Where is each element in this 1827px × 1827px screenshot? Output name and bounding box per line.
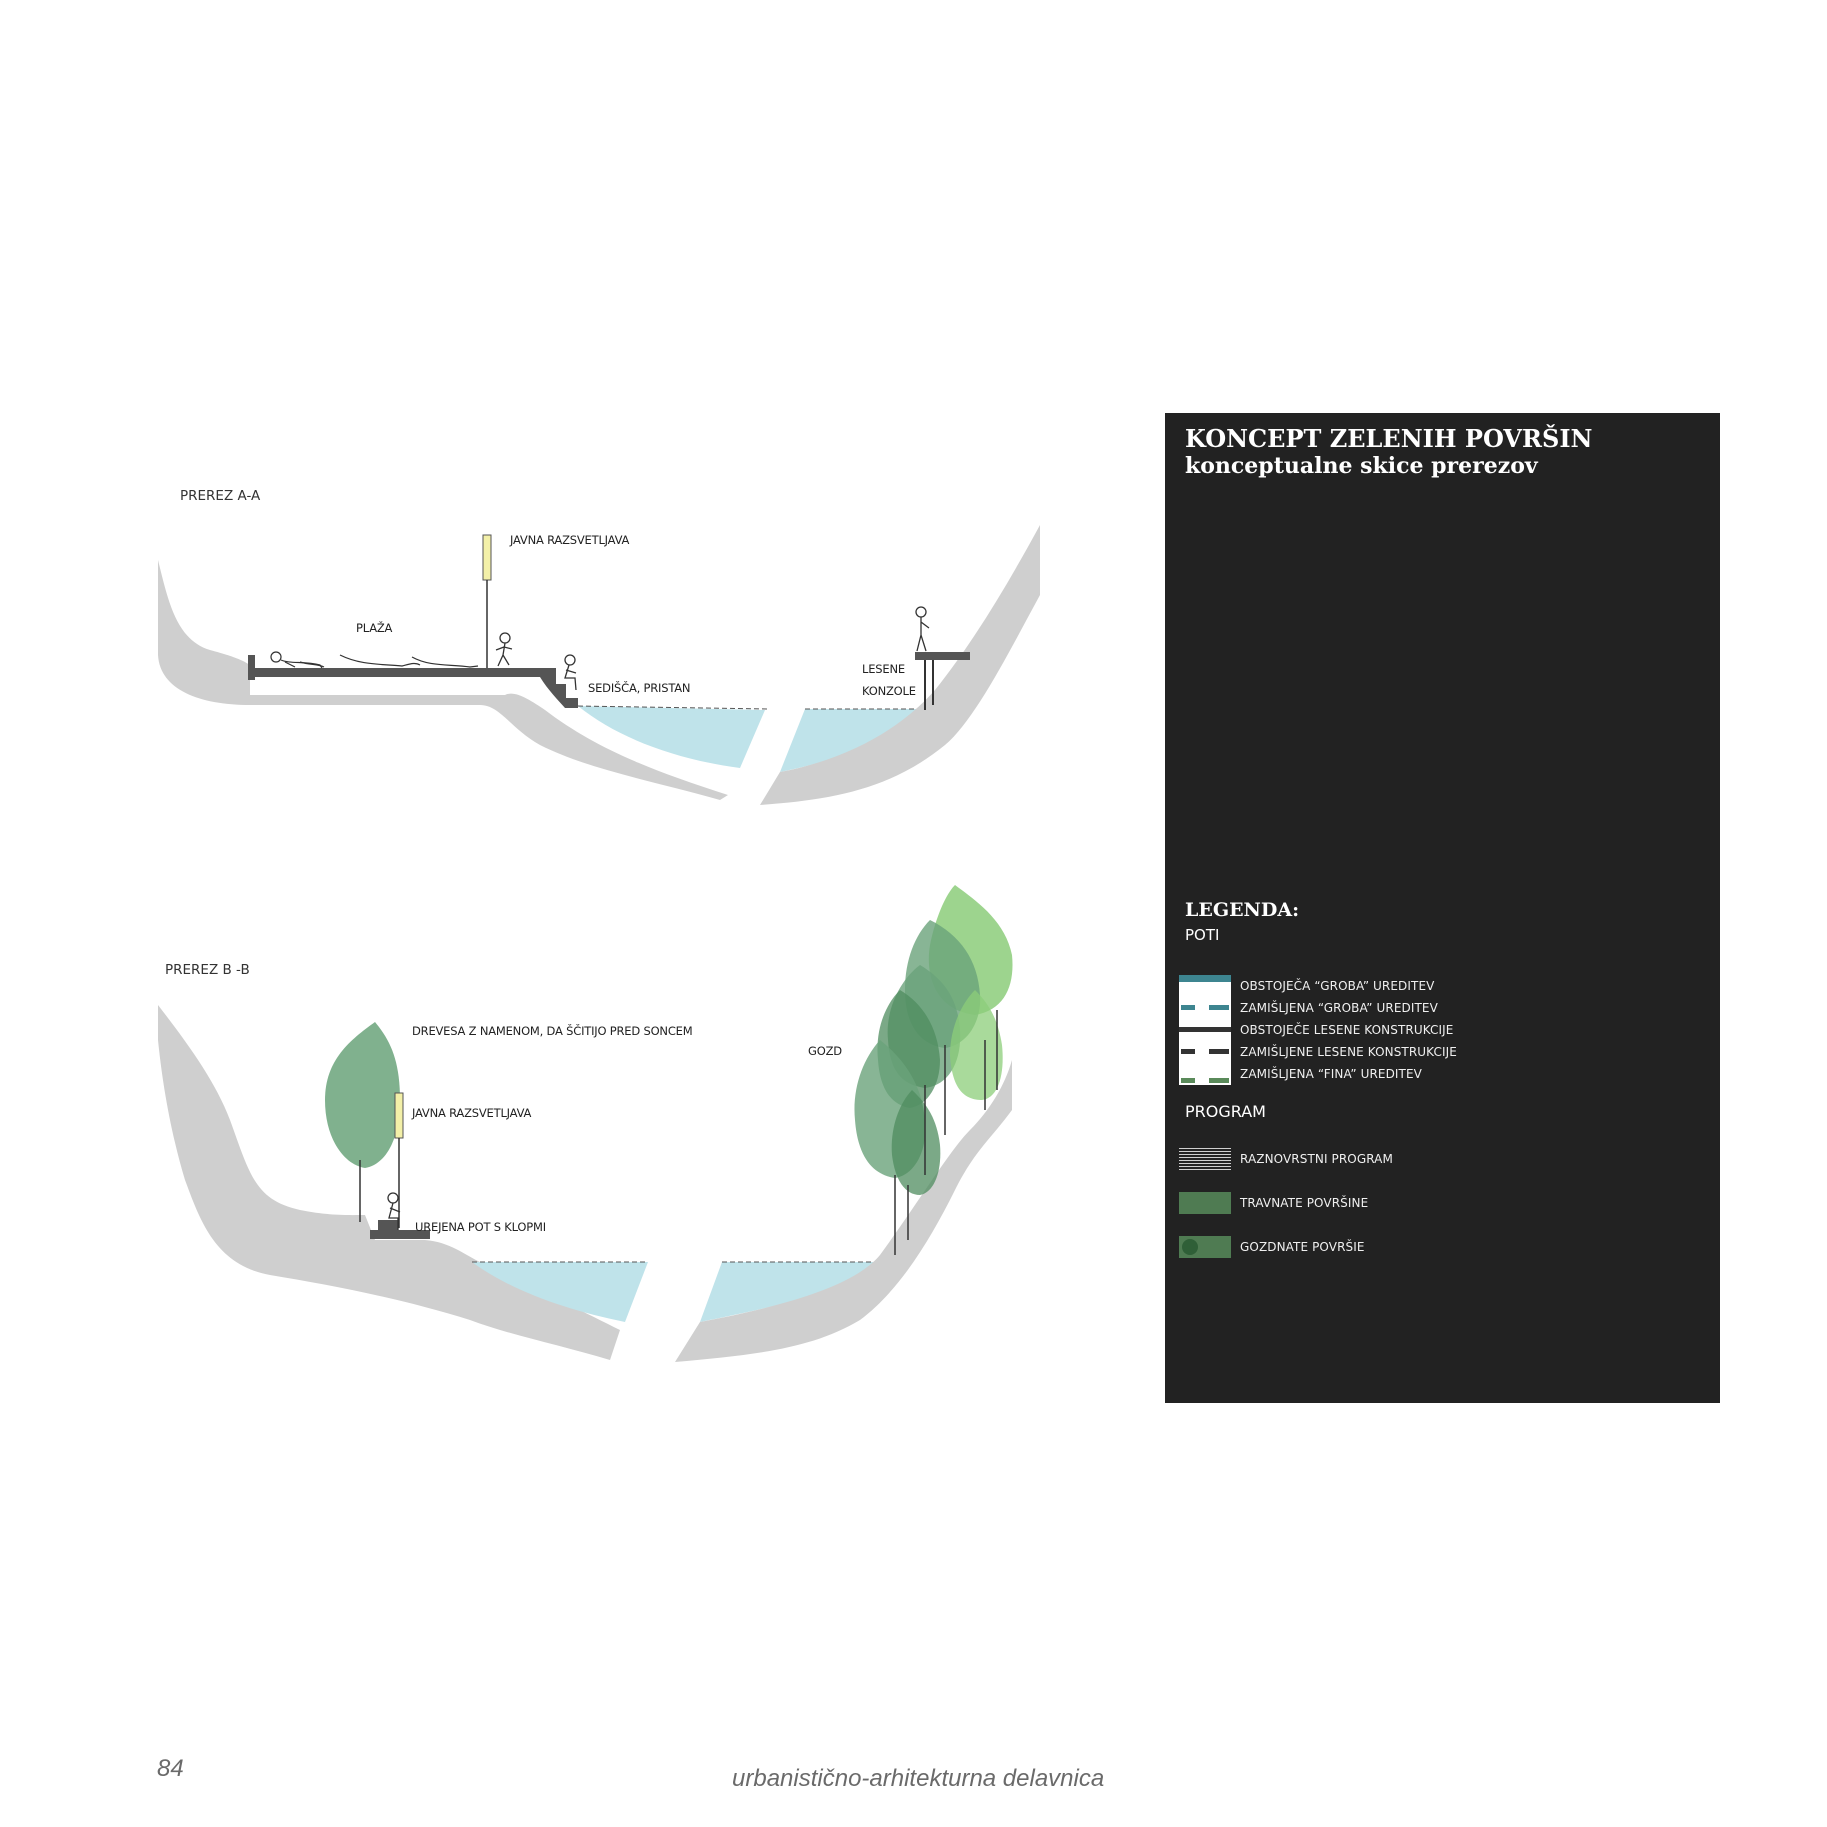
legend-label: ZAMIŠLJENE LESENE KONSTRUKCIJE	[1240, 1045, 1457, 1059]
panel-title: KONCEPT ZELENIH POVRŠIN	[1185, 424, 1593, 453]
legend-panel	[1165, 413, 1720, 1403]
lines-swatch	[1179, 1148, 1231, 1170]
legend-item-path	[1179, 1019, 1453, 1041]
standing-person	[916, 607, 929, 651]
terrain-aa-left	[158, 560, 728, 800]
program-item	[1179, 1148, 1393, 1170]
platform-wall	[248, 655, 255, 680]
label-bb-lighting: JAVNA RAZSVETLJAVA	[412, 1106, 532, 1120]
sitting-person	[565, 655, 576, 690]
label-bb-forest: GOZD	[808, 1044, 842, 1058]
grass-swatch	[1179, 1192, 1231, 1214]
legend-swatch	[1179, 1041, 1231, 1063]
program-item	[1179, 1236, 1365, 1258]
section-bb-title: PREREZ B -B	[165, 962, 250, 978]
legend-item-path	[1179, 1041, 1457, 1063]
label-bb-trees: DREVESA Z NAMENOM, DA ŠČITIJO PRED SONCEM	[412, 1024, 693, 1038]
legend-item-path	[1179, 975, 1434, 997]
label-aa-beach: PLAŽA	[356, 621, 393, 635]
section-aa-title: PREREZ A-A	[180, 488, 261, 504]
program-label: TRAVNATE POVRŠINE	[1240, 1196, 1369, 1210]
street-lamp-aa	[483, 535, 491, 580]
sunbathers	[271, 652, 478, 668]
seating-steps	[540, 668, 578, 708]
page-number: 84	[157, 1755, 184, 1782]
program-label: GOZDNATE POVRŠIE	[1240, 1240, 1365, 1254]
panel-subtitle: konceptualne skice prerezov	[1185, 453, 1538, 479]
legend-paths-heading: POTI	[1185, 926, 1220, 944]
legend-item-path	[1179, 1063, 1422, 1085]
program-item	[1179, 1192, 1368, 1214]
shade-tree	[325, 1022, 400, 1168]
walking-person	[496, 633, 512, 666]
legend-label: ZAMIŠLJENA “FINA” UREDITEV	[1240, 1067, 1422, 1081]
legend-label: OBSTOJEČE LESENE KONSTRUKCIJE	[1240, 1023, 1454, 1037]
legend-swatch	[1179, 1019, 1231, 1041]
program-heading: PROGRAM	[1185, 1102, 1266, 1121]
legend-title: LEGENDA:	[1185, 899, 1300, 921]
label-bb-path: UREJENA POT S KLOPMI	[415, 1220, 546, 1234]
beach-platform	[250, 668, 542, 677]
footer-title: urbanistično-arhitekturna delavnica	[732, 1765, 1105, 1792]
label-aa-consoles-1: LESENE	[862, 662, 905, 676]
legend-swatch	[1179, 997, 1231, 1019]
bench-back	[378, 1220, 398, 1230]
label-aa-lighting: JAVNA RAZSVETLJAVA	[510, 533, 630, 547]
program-label: RAZNOVRSTNI PROGRAM	[1240, 1152, 1393, 1166]
street-lamp-bb	[395, 1093, 403, 1138]
legend-swatch	[1179, 1063, 1231, 1085]
legend-item-path	[1179, 997, 1438, 1019]
legend-swatch	[1179, 975, 1231, 997]
legend-label: OBSTOJEČA “GROBA” UREDITEV	[1240, 979, 1435, 993]
legend-label: ZAMIŠLJENA “GROBA” UREDITEV	[1240, 1001, 1438, 1015]
wooden-console	[915, 652, 970, 660]
label-aa-seating: SEDIŠČA, PRISTAN	[588, 681, 691, 695]
forest-swatch	[1179, 1236, 1231, 1258]
label-aa-consoles-2: KONZOLE	[862, 684, 916, 698]
